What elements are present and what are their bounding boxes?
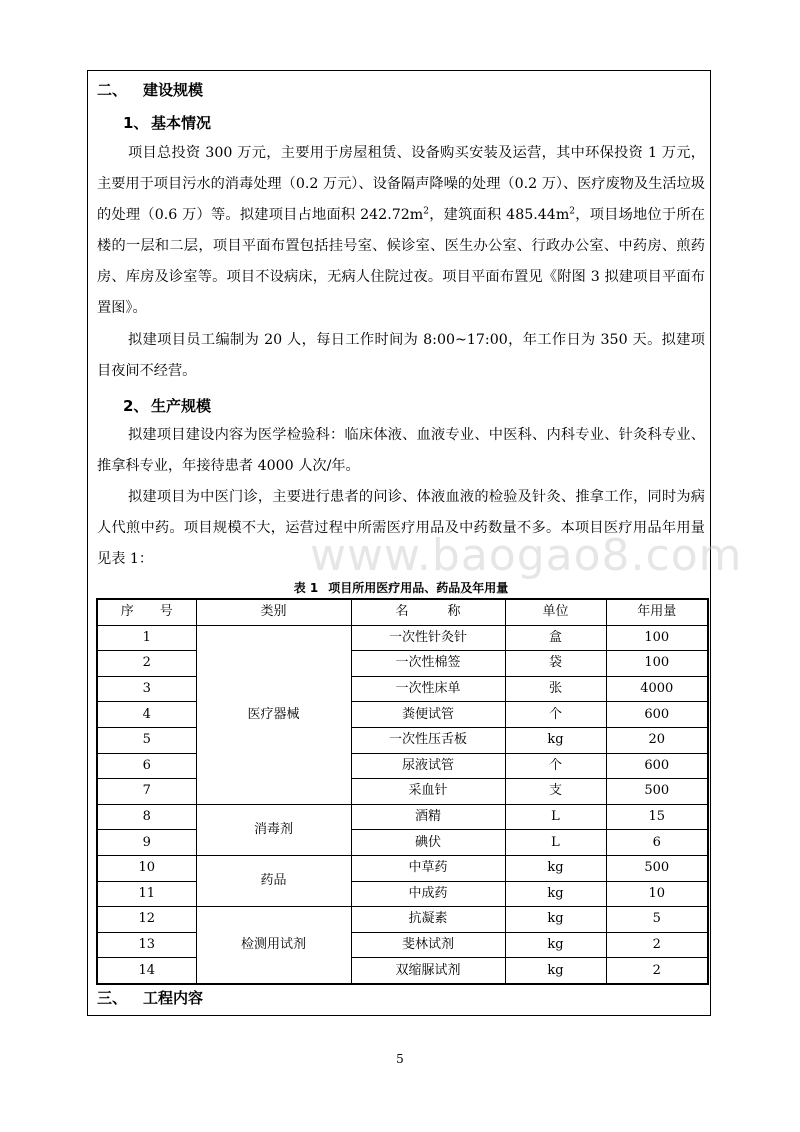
item-annual-amount: 600	[606, 753, 708, 779]
item-annual-amount: 2	[606, 958, 708, 984]
table-row	[97, 830, 708, 856]
row-number: 5	[97, 727, 196, 753]
superscript: 2	[569, 206, 576, 217]
table-row	[97, 932, 708, 958]
watermark: www.baogao8.com	[310, 530, 743, 581]
item-name: 酒精	[351, 804, 505, 830]
paragraph-tcm: 拟建项目为中医门诊，主要进行患者的问诊、体液血液的检验及针灸、推拿工作，同时为病人代煎中药。项目规模不大，运营过程中所需医疗用品及中药数量不多。本项目医疗用品年用量见表 1：	[97, 489, 705, 567]
page-number: 5	[396, 1052, 404, 1066]
row-number: 6	[97, 753, 196, 779]
item-annual-amount: 2	[606, 932, 708, 958]
item-unit: 盒	[505, 625, 606, 651]
supplies-table	[96, 598, 709, 985]
category-cell: 医疗器械	[196, 625, 351, 804]
subsection-1-heading	[123, 113, 211, 133]
item-annual-amount: 6	[606, 830, 708, 856]
table-caption	[97, 580, 705, 596]
paragraph-text: ，项目场地位于所在楼的一层和二层，项目平面布置包括挂号室、候诊室、医生办公室、行政办公室、中药房、煎药房、库房及诊室等。项目不设病床，无病人住院过夜。项目平面布置见《附图 3 拟建项目平面布置图》。	[97, 207, 705, 316]
section-title: 工程内容	[143, 989, 204, 1007]
item-name: 一次性床单	[351, 676, 505, 702]
column-header: 类别	[196, 599, 351, 625]
table-row	[97, 907, 708, 933]
row-number: 1	[97, 625, 196, 651]
item-annual-amount: 5	[606, 907, 708, 933]
table-caption-text: 项目所用医疗用品、药品及年用量	[328, 581, 509, 595]
item-unit: 支	[505, 779, 606, 805]
table-row	[97, 625, 708, 651]
table-row	[97, 855, 708, 881]
table-row	[97, 676, 708, 702]
row-number: 13	[97, 932, 196, 958]
item-unit: 个	[505, 702, 606, 728]
row-number: 14	[97, 958, 196, 984]
section-number: 三、	[97, 989, 128, 1007]
row-number: 11	[97, 881, 196, 907]
item-name: 采血针	[351, 779, 505, 805]
row-number: 4	[97, 702, 196, 728]
item-name: 斐林试剂	[351, 932, 505, 958]
row-number: 12	[97, 907, 196, 933]
item-annual-amount: 600	[606, 702, 708, 728]
table-row	[97, 753, 708, 779]
row-number: 8	[97, 804, 196, 830]
section-2-heading	[97, 80, 203, 100]
row-number: 9	[97, 830, 196, 856]
item-name: 一次性针灸针	[351, 625, 505, 651]
table-row	[97, 651, 708, 677]
table-row	[97, 779, 708, 805]
table-caption-number: 表 1	[293, 581, 319, 595]
section-number: 二、	[97, 81, 128, 99]
item-unit: 个	[505, 753, 606, 779]
column-header: 单位	[505, 599, 606, 625]
section-title: 建设规模	[143, 81, 204, 99]
subsection-number: 2、	[123, 397, 149, 415]
row-number: 3	[97, 676, 196, 702]
table-row	[97, 958, 708, 984]
table-row	[97, 727, 708, 753]
item-annual-amount: 4000	[606, 676, 708, 702]
item-annual-amount: 15	[606, 804, 708, 830]
item-unit: kg	[505, 958, 606, 984]
item-name: 中草药	[351, 855, 505, 881]
category-cell: 消毒剂	[196, 804, 351, 855]
item-unit: kg	[505, 907, 606, 933]
item-unit: kg	[505, 881, 606, 907]
item-annual-amount: 500	[606, 855, 708, 881]
item-name: 中成药	[351, 881, 505, 907]
item-name: 一次性压舌板	[351, 727, 505, 753]
column-header: 序 号	[97, 599, 196, 625]
item-name: 抗凝素	[351, 907, 505, 933]
item-name: 碘伏	[351, 830, 505, 856]
column-header: 名 称	[351, 599, 505, 625]
table-row	[97, 881, 708, 907]
row-number: 10	[97, 855, 196, 881]
table-row	[97, 702, 708, 728]
paragraph-text: ，建筑面积 485.44m	[428, 207, 570, 223]
subsection-number: 1、	[123, 114, 149, 132]
category-cell: 检测用试剂	[196, 907, 351, 984]
paragraph-scale: 拟建项目建设内容为医学检验科：临床体液、血液专业、中医科、内科专业、针灸科专业、推拿科专业，年接待患者 4000 人次/年。	[97, 427, 705, 474]
category-cell: 药品	[196, 855, 351, 906]
item-unit: 张	[505, 676, 606, 702]
row-number: 2	[97, 651, 196, 677]
item-name: 一次性棉签	[351, 651, 505, 677]
paragraph-staff: 拟建项目员工编制为 20 人，每日工作时间为 8:00~17:00，年工作日为 350 天。拟建项目夜间不经营。	[97, 332, 705, 379]
item-annual-amount: 20	[606, 727, 708, 753]
item-unit: L	[505, 830, 606, 856]
item-annual-amount: 100	[606, 651, 708, 677]
item-unit: 袋	[505, 651, 606, 677]
item-annual-amount: 100	[606, 625, 708, 651]
table-header-row	[97, 599, 708, 625]
table-row	[97, 804, 708, 830]
item-unit: kg	[505, 855, 606, 881]
subsection-2-heading	[123, 396, 211, 416]
row-number: 7	[97, 779, 196, 805]
paragraph-text: 项目总投资 300 万元，主要用于房屋租赁、设备购买安装及运营，其中环保投资 1 万元，主要用于项目污水的消毒处理（0.2 万元）、设备隔声降噪的处理（0.2 万）、医疗废物及生活垃圾的处理（0.6 万）等。拟建项目占地面积 242.72m	[97, 145, 705, 223]
item-annual-amount: 10	[606, 881, 708, 907]
column-header: 年用量	[606, 599, 708, 625]
section-3-heading	[97, 988, 203, 1008]
item-name: 粪便试管	[351, 702, 505, 728]
item-name: 双缩脲试剂	[351, 958, 505, 984]
subsection-title: 生产规模	[151, 397, 212, 415]
item-unit: kg	[505, 727, 606, 753]
item-annual-amount: 500	[606, 779, 708, 805]
item-unit: L	[505, 804, 606, 830]
superscript: 2	[423, 206, 429, 217]
item-name: 尿液试管	[351, 753, 505, 779]
paragraph-basic-info	[97, 138, 705, 324]
item-unit: kg	[505, 932, 606, 958]
subsection-title: 基本情况	[151, 114, 212, 132]
